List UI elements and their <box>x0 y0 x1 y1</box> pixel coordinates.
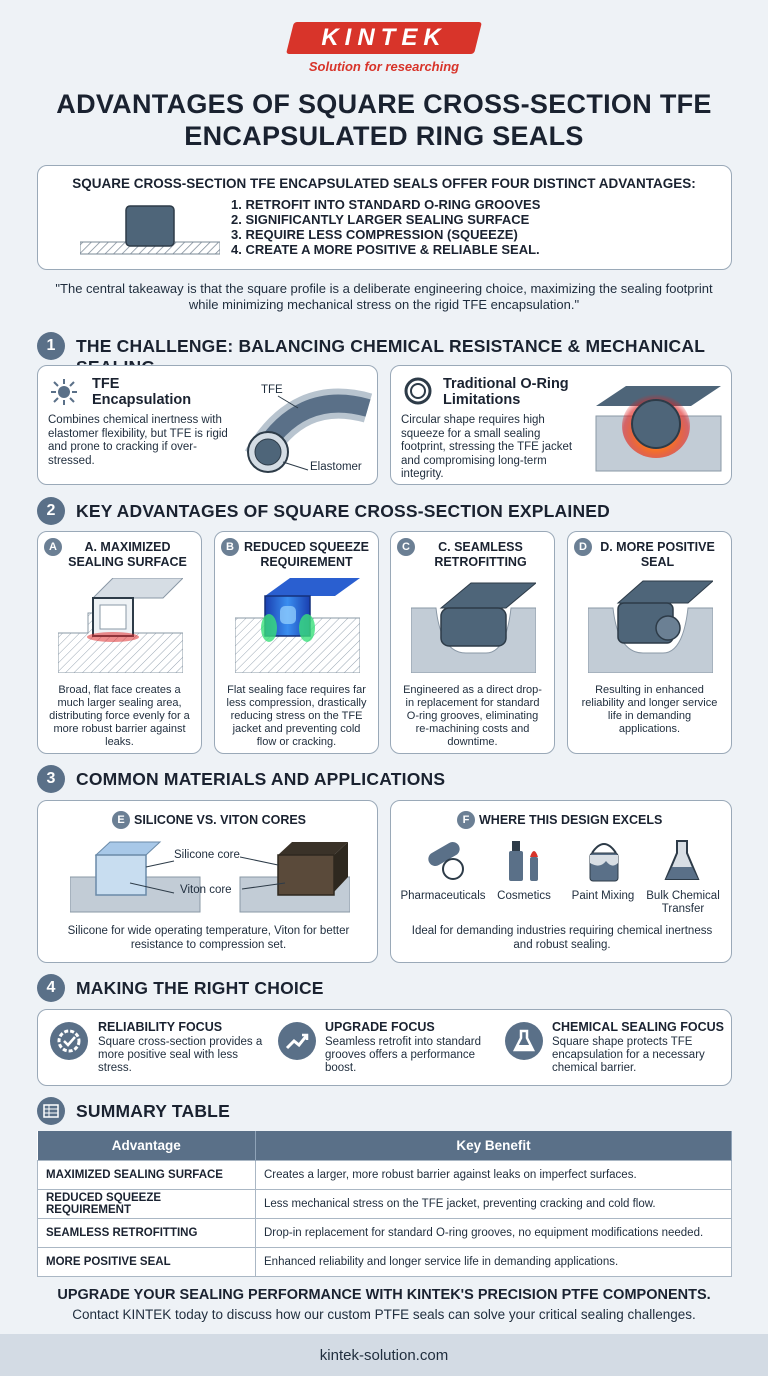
brand-tagline: Solution for researching <box>308 59 460 74</box>
section-3-title: COMMON MATERIALS AND APPLICATIONS <box>76 769 446 789</box>
table-row <box>38 1247 732 1276</box>
section-3-number: 3 <box>37 765 65 793</box>
advantage-b-title: REDUCED SQUEEZE REQUIREMENT <box>243 540 370 569</box>
square-seal-icon <box>80 202 220 258</box>
paint-can-icon <box>586 839 622 883</box>
badge-e: E <box>112 811 130 829</box>
row-advantage: MAXIMIZED SEALING SURFACE <box>38 1160 256 1189</box>
table-row <box>38 1189 732 1218</box>
choice-2-desc: Seamless retrofit into standard grooves offers a performance boost. <box>325 1036 481 1074</box>
badge-d: D <box>574 538 592 556</box>
oring-card-title: Traditional O-Ring Limitations <box>443 376 569 408</box>
section-4-title: MAKING THE RIGHT CHOICE <box>76 978 324 998</box>
section-4-number: 4 <box>37 974 65 1002</box>
oring-limitations-card <box>390 365 732 485</box>
section-2-title: KEY ADVANTAGES OF SQUARE CROSS-SECTION EXPLAINED <box>76 501 611 521</box>
retrofit-illustration <box>411 578 536 673</box>
advantage-card-d <box>567 531 732 754</box>
overview-item: 2. SIGNIFICANTLY LARGER SEALING SURFACE <box>231 212 530 227</box>
flask-icon <box>505 1022 543 1060</box>
cores-desc: Silicone for wide operating temperature, Viton for better resistance to compression set. <box>67 925 350 951</box>
section-1-number: 1 <box>37 332 65 360</box>
choice-1-title: RELIABILITY FOCUS <box>98 1020 223 1034</box>
overview-item: 1. RETROFIT INTO STANDARD O-RING GROOVES <box>231 197 541 212</box>
row-benefit: Creates a larger, more robust barrier against leaks on imperfect surfaces. <box>256 1160 732 1189</box>
app-label-pharmaceuticals: Pharmaceuticals <box>400 890 486 902</box>
header-key-benefit: Key Benefit <box>256 1131 732 1160</box>
choice-3-desc: Square shape protects TFE encapsulation for a necessary chemical barrier. <box>552 1036 705 1074</box>
choice-3-title: CHEMICAL SEALING FOCUS <box>552 1020 724 1034</box>
row-benefit: Less mechanical stress on the TFE jacket, preventing cracking and cold flow. <box>256 1189 732 1218</box>
elastomer-label: Elastomer <box>310 461 362 473</box>
table-icon <box>37 1097 65 1125</box>
app-label-paint-mixing: Paint Mixing <box>571 890 635 902</box>
header-advantage: Advantage <box>38 1131 256 1160</box>
tfe-card-body: Combines chemical inertness with elastomer flexibility, but TFE is rigid and prone to cracking if over-stressed. <box>48 414 228 467</box>
page-title: ADVANTAGES OF SQUARE CROSS-SECTION TFE ENCAPSULATED RING SEALS <box>56 89 712 151</box>
excels-card-title: WHERE THIS DESIGN EXCELS <box>479 813 663 827</box>
squeeze-stress-illustration <box>235 578 360 673</box>
row-benefit: Enhanced reliability and longer service life in demanding applications. <box>256 1247 732 1276</box>
table-row <box>38 1160 732 1189</box>
oring-icon <box>403 376 433 406</box>
overview-item: 3. REQUIRE LESS COMPRESSION (SQUEEZE) <box>231 227 518 242</box>
section-2-number: 2 <box>37 497 65 525</box>
row-advantage: REDUCED SQUEEZE REQUIREMENT <box>38 1189 256 1218</box>
excels-card <box>390 800 732 963</box>
tfe-card-title: TFE Encapsulation <box>92 376 192 408</box>
badge-c: C <box>397 538 415 556</box>
positive-seal-illustration <box>588 578 713 673</box>
cta-headline: UPGRADE YOUR SEALING PERFORMANCE WITH KINTEK'S PRECISION PTFE COMPONENTS. <box>57 1287 711 1303</box>
advantage-card-a <box>37 531 202 754</box>
central-quote: "The central takeaway is that the square profile is a deliberate engineering choice, maximizing the sealing footprint while minimizing mechanical stress on the rigid TFE encapsulation." <box>55 281 713 312</box>
summary-title: SUMMARY TABLE <box>76 1101 230 1121</box>
overview-item: 4. CREATE A MORE POSITIVE & RELIABLE SEAL. <box>231 242 540 257</box>
overview-heading: SQUARE CROSS-SECTION TFE ENCAPSULATED SEALS OFFER FOUR DISTINCT ADVANTAGES: <box>72 176 696 191</box>
row-benefit: Drop-in replacement for standard O-ring grooves, no equipment modifications needed. <box>256 1218 732 1247</box>
choice-card <box>37 1009 732 1086</box>
advantage-a-title: A. MAXIMIZED SEALING SURFACE <box>68 540 187 569</box>
cores-card <box>37 800 378 963</box>
cores-card-title: SILICONE VS. VITON CORES <box>134 813 307 827</box>
choice-1-desc: Square cross-section provides a more positive seal with less stress. <box>98 1036 263 1074</box>
flask-icon <box>664 839 700 883</box>
oring-stress-illustration <box>591 376 725 476</box>
pills-icon <box>423 841 467 881</box>
table-header-row <box>38 1131 732 1160</box>
viton-core-label: Viton core <box>180 884 232 896</box>
sealing-surface-illustration <box>58 578 183 673</box>
advantage-card-b <box>214 531 379 754</box>
badge-a: A <box>44 538 62 556</box>
excels-desc: Ideal for demanding industries requiring chemical inertness and robust sealing. <box>411 925 713 951</box>
tfe-label: TFE <box>261 384 283 396</box>
cta-subtext: Contact KINTEK today to discuss how our custom PTFE seals can solve your critical sealing challenges. <box>72 1307 696 1322</box>
advantage-a-desc: Broad, flat face creates a much larger sealing area, distributing force evenly for a more robust barrier against leaks. <box>49 684 190 748</box>
table-row <box>38 1218 732 1247</box>
footer-website-link[interactable]: kintek-solution.com <box>319 1347 449 1364</box>
molecule-icon <box>50 378 78 406</box>
overview-list <box>231 197 540 257</box>
section-1-title: THE CHALLENGE: BALANCING CHEMICAL RESISTANCE & MECHANICAL <box>76 336 705 356</box>
advantage-b-desc: Flat sealing face requires far less compression, drastically reducing stress on the TFE jacket and preventing cold flow or cracking. <box>226 684 367 748</box>
advantage-card-c <box>390 531 555 754</box>
advantage-c-title: C. SEAMLESS RETROFITTING <box>434 540 527 569</box>
advantage-d-title: D. MORE POSITIVE SEAL <box>600 540 715 569</box>
gear-check-icon <box>50 1022 88 1060</box>
silicone-core-label: Silicone core <box>174 849 240 861</box>
row-advantage: MORE POSITIVE SEAL <box>38 1247 256 1276</box>
overview-card <box>37 165 732 270</box>
oring-card-body: Circular shape requires high squeeze for a small sealing footprint, stressing the TFE jacket and compromising long-term integrity. <box>401 414 573 480</box>
brand-name: KINTEK <box>321 24 447 51</box>
row-advantage: SEAMLESS RETROFITTING <box>38 1218 256 1247</box>
badge-b: B <box>221 538 239 556</box>
summary-table <box>37 1131 732 1277</box>
choice-2-title: UPGRADE FOCUS <box>325 1020 435 1034</box>
trend-up-icon <box>278 1022 316 1060</box>
advantage-d-desc: Resulting in enhanced reliability and longer service life in demanding applications. <box>581 684 718 735</box>
app-label-bulk-chemical: Bulk Chemical Transfer <box>646 890 720 915</box>
badge-f: F <box>457 811 475 829</box>
app-label-cosmetics: Cosmetics <box>497 890 551 902</box>
advantage-c-desc: Engineered as a direct drop-in replacement for standard O-ring grooves, eliminating re-machining costs and downtime. <box>403 684 542 748</box>
cosmetics-icon <box>506 839 542 883</box>
tfe-encapsulation-card <box>37 365 378 485</box>
